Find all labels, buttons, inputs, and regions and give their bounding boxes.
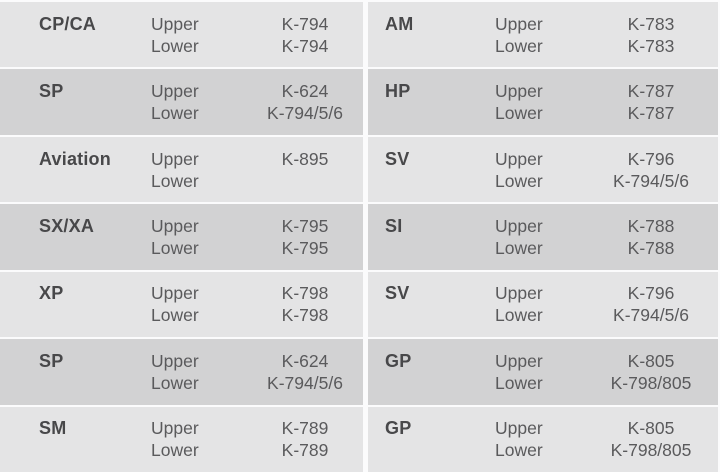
label-spacer (385, 237, 495, 259)
model-label-cell (385, 137, 495, 202)
label-spacer (39, 304, 151, 326)
lower-value: K-794/5/6 (267, 372, 343, 393)
lower-value: K-794/5/6 (613, 305, 689, 326)
upper-value: K-794 (281, 13, 329, 34)
value-cell (593, 69, 709, 134)
left-column (0, 2, 363, 472)
lower-label: Lower (495, 440, 543, 461)
value-cell (247, 204, 363, 269)
model-label-cell (385, 69, 495, 134)
table-row (368, 2, 718, 67)
value-cell (593, 339, 709, 404)
label-spacer (39, 35, 151, 57)
upper-value: K-805 (627, 350, 675, 371)
upper-label: Upper (151, 81, 199, 102)
model-label: SI (385, 215, 403, 236)
upper-value: K-624 (281, 350, 329, 371)
table-row (368, 339, 718, 404)
table-row (0, 407, 363, 472)
value-cell (247, 137, 363, 202)
table-row (0, 137, 363, 202)
position-cell (151, 407, 247, 472)
table-row (368, 272, 718, 337)
lower-label: Lower (495, 372, 543, 393)
position-cell (495, 69, 593, 134)
position-cell (495, 2, 593, 67)
right-column (368, 2, 718, 472)
table-row (368, 407, 718, 472)
value-cell (247, 69, 363, 134)
model-label-cell (385, 407, 495, 472)
upper-value: K-783 (627, 13, 675, 34)
position-cell (495, 272, 593, 337)
position-cell (151, 69, 247, 134)
upper-label: Upper (151, 215, 199, 236)
model-label: SX/XA (39, 215, 95, 236)
model-label: SM (39, 418, 67, 439)
label-spacer (39, 102, 151, 124)
label-spacer (385, 304, 495, 326)
model-label: SV (385, 283, 410, 304)
upper-label: Upper (495, 215, 543, 236)
model-label-cell (39, 204, 151, 269)
lower-label: Lower (151, 103, 199, 124)
position-cell (151, 137, 247, 202)
table-row (0, 339, 363, 404)
table-row (368, 137, 718, 202)
lower-label: Lower (495, 237, 543, 258)
model-label: XP (39, 283, 64, 304)
upper-label: Upper (151, 350, 199, 371)
lower-value: K-783 (627, 35, 675, 56)
lower-label: Lower (151, 170, 199, 191)
model-label-cell (385, 204, 495, 269)
model-label-cell (385, 2, 495, 67)
lower-value: K-798/805 (610, 372, 692, 393)
model-label: CP/CA (39, 13, 97, 34)
position-cell (495, 137, 593, 202)
upper-label: Upper (151, 418, 199, 439)
label-spacer (39, 170, 151, 192)
position-cell (151, 339, 247, 404)
label-spacer (39, 237, 151, 259)
lower-label: Lower (151, 305, 199, 326)
position-cell (151, 2, 247, 67)
model-label-cell (39, 339, 151, 404)
model-label: SP (39, 350, 64, 371)
upper-value: K-789 (281, 418, 329, 439)
upper-value: K-796 (627, 148, 675, 169)
label-spacer (385, 102, 495, 124)
lower-label: Lower (151, 372, 199, 393)
position-cell (495, 339, 593, 404)
model-label-cell (39, 137, 151, 202)
lower-value: K-795 (281, 237, 329, 258)
upper-label: Upper (495, 81, 543, 102)
table-row (0, 69, 363, 134)
lower-label: Lower (495, 170, 543, 191)
model-label: GP (385, 350, 412, 371)
value-cell (593, 2, 709, 67)
model-label: AM (385, 13, 414, 34)
lower-value: K-798 (281, 305, 329, 326)
model-label-cell (39, 69, 151, 134)
value-cell (247, 339, 363, 404)
table-row (368, 69, 718, 134)
upper-label: Upper (151, 148, 199, 169)
upper-value: K-805 (627, 418, 675, 439)
label-spacer (385, 439, 495, 461)
position-cell (151, 204, 247, 269)
value-cell (593, 272, 709, 337)
upper-value: K-624 (281, 81, 329, 102)
upper-label: Upper (495, 148, 543, 169)
model-label-cell (385, 339, 495, 404)
model-label: Aviation (39, 148, 111, 169)
lower-value: K-789 (281, 440, 329, 461)
label-spacer (39, 372, 151, 394)
upper-value: K-796 (627, 283, 675, 304)
upper-value: K-795 (281, 215, 329, 236)
lower-label: Lower (151, 35, 199, 56)
label-spacer (385, 35, 495, 57)
upper-label: Upper (151, 283, 199, 304)
label-spacer (385, 372, 495, 394)
upper-label: Upper (495, 283, 543, 304)
label-spacer (385, 170, 495, 192)
position-cell (151, 272, 247, 337)
upper-label: Upper (495, 13, 543, 34)
upper-value: K-787 (627, 81, 675, 102)
table-row (0, 2, 363, 67)
table-row (368, 204, 718, 269)
label-spacer (39, 439, 151, 461)
model-label: GP (385, 418, 412, 439)
value-cell (247, 2, 363, 67)
upper-label: Upper (495, 418, 543, 439)
upper-value: K-788 (627, 215, 675, 236)
model-label-cell (39, 272, 151, 337)
value-cell (593, 137, 709, 202)
model-label-cell (39, 2, 151, 67)
model-label-cell (39, 407, 151, 472)
value-cell (593, 407, 709, 472)
model-label: SP (39, 81, 64, 102)
value-cell (247, 407, 363, 472)
upper-value: K-895 (281, 148, 329, 169)
lower-value: K-794/5/6 (613, 170, 689, 191)
value-cell (247, 272, 363, 337)
value-cell (593, 204, 709, 269)
model-label: HP (385, 81, 411, 102)
model-label: SV (385, 148, 410, 169)
lower-value: K-794/5/6 (267, 103, 343, 124)
position-cell (495, 407, 593, 472)
lower-label: Lower (151, 440, 199, 461)
lower-value: K-794 (281, 35, 329, 56)
lower-label: Lower (495, 305, 543, 326)
upper-label: Upper (495, 350, 543, 371)
lower-label: Lower (151, 237, 199, 258)
lower-value (247, 170, 363, 192)
table-row (0, 204, 363, 269)
upper-value: K-798 (281, 283, 329, 304)
lower-value: K-798/805 (610, 440, 692, 461)
model-label-cell (385, 272, 495, 337)
position-cell (495, 204, 593, 269)
lower-value: K-788 (627, 237, 675, 258)
lower-label: Lower (495, 35, 543, 56)
lower-label: Lower (495, 103, 543, 124)
lower-value: K-787 (627, 103, 675, 124)
upper-label: Upper (151, 13, 199, 34)
table-row (0, 272, 363, 337)
